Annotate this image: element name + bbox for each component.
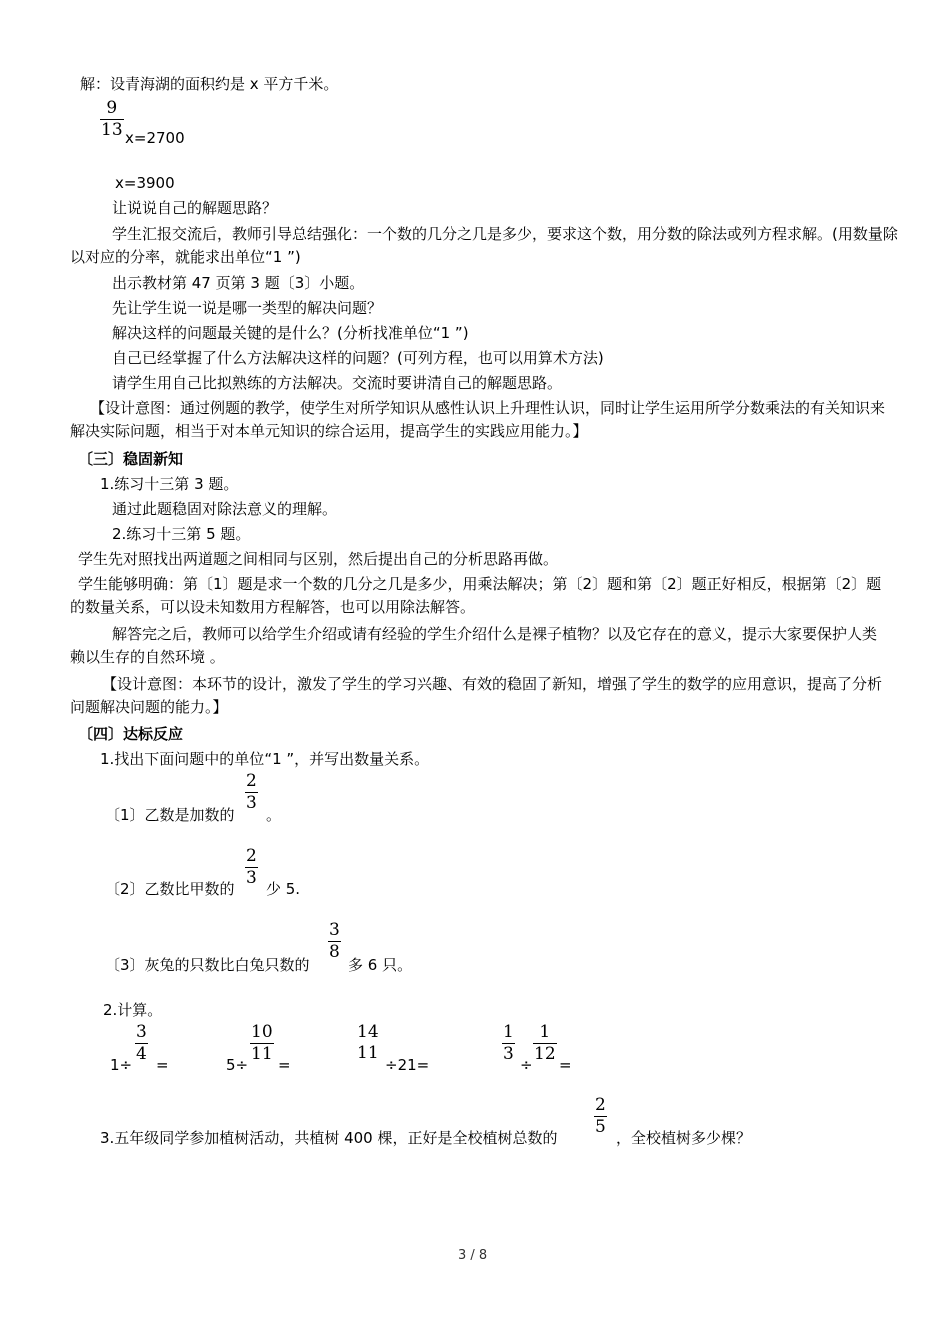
- fraction-1-3: [502, 1024, 515, 1063]
- solution-line: 解：设青海湖的面积约是 x 平方千米。: [80, 75, 339, 93]
- question-3: 〔3〕灰兔的只数比白兔只数的: [105, 956, 310, 974]
- calc-4-suffix: =: [559, 1056, 572, 1074]
- design-intent: 【设计意图：本环节的设计，激发了学生的学习兴趣、有效的稳固了新知，增强了学生的数学的应用意识，提高了分析问题解决问题的能力。】: [70, 675, 883, 716]
- fraction-denominator: 3: [246, 793, 257, 813]
- fraction-9-13: [100, 100, 124, 139]
- fraction-14-11: [356, 1024, 380, 1062]
- punctuation: 。: [266, 806, 282, 824]
- question-1: 〔1〕乙数是加数的: [105, 806, 235, 824]
- fraction-denominator: 11: [251, 1044, 273, 1064]
- calc-1-suffix: =: [156, 1056, 169, 1074]
- paragraph: 先让学生说一说是哪一类型的解决问题？: [112, 299, 383, 317]
- fraction-numerator: 14: [357, 1022, 379, 1042]
- question-2: 〔2〕乙数比甲数的: [105, 880, 235, 898]
- calc-2-prefix: 5÷: [226, 1056, 249, 1074]
- page-number: 3 / 8: [458, 1248, 488, 1263]
- fraction-denominator: 13: [101, 120, 123, 140]
- paragraph: 通过此题稳固对除法意义的理解。: [112, 500, 338, 518]
- paragraph: 出示教材第 47 页第 3 题〔3〕小题。: [112, 274, 365, 292]
- fraction-denominator: 3: [503, 1044, 514, 1064]
- fraction-2-3: [245, 773, 258, 812]
- paragraph: 学生先对照找出两道题之间相同与区别，然后提出自己的分析思路再做。: [78, 550, 559, 568]
- fraction-numerator: 3: [329, 920, 340, 940]
- fraction-denominator: 11: [357, 1043, 379, 1063]
- section-heading: 〔三〕稳固新知: [78, 450, 184, 468]
- equation-2: x=3900: [115, 174, 175, 192]
- fraction-denominator: 8: [329, 942, 340, 962]
- paragraph: 解答完之后，教师可以给学生介绍或请有经验的学生介绍什么是裸子植物？以及它存在的意义，提示大家要保护人类赖以生存的自然环境 。: [70, 625, 878, 666]
- paragraph: 自己已经掌握了什么方法解决这样的问题？(可列方程，也可以用算术方法): [112, 349, 604, 367]
- paragraph: 让说说自己的解题思路？: [112, 199, 278, 217]
- fraction-numerator: 2: [246, 846, 257, 866]
- fraction-numerator: 2: [246, 771, 257, 791]
- fraction-numerator: 1: [539, 1022, 551, 1042]
- question-2-end: 少 5.: [266, 880, 301, 898]
- design-intent: 【设计意图：通过例题的教学，使学生对所学知识从感性认识上升理性认识，同时让学生运用所学分数乘法的有关知识来解决实际问题，相当于对本单元知识的综合运用，提高学生的实践应用能力。】: [70, 399, 886, 440]
- paragraph: 解决这样的问题最关键的是什么？(分析找准单位“1 ”): [112, 324, 469, 342]
- word-problem: 3.五年级同学参加植树活动，共植树 400 棵，正好是全校植树总数的: [100, 1129, 558, 1147]
- equation-1: x=2700: [125, 129, 185, 147]
- fraction-denominator: 3: [246, 868, 257, 888]
- fraction-numerator: 9: [106, 98, 118, 118]
- fraction-2-5: [594, 1097, 607, 1136]
- calc-2-suffix: =: [278, 1056, 291, 1074]
- section-heading: 〔四〕达标反应: [78, 725, 184, 743]
- calc-4-operator: ÷: [520, 1056, 533, 1074]
- calc-1-prefix: 1÷: [110, 1056, 133, 1074]
- fraction-denominator: 4: [136, 1044, 147, 1064]
- paragraph: 请学生用自己比拟熟练的方法解决。交流时要讲清自己的解题思路。: [112, 374, 563, 392]
- calc-heading: 2.计算。: [103, 1001, 163, 1019]
- word-problem-end: ，全校植树多少棵？: [616, 1129, 752, 1147]
- fraction-numerator: 10: [251, 1022, 273, 1042]
- paragraph: 1.找出下面问题中的单位“1 ”，并写出数量关系。: [100, 750, 430, 768]
- fraction-1-12: [533, 1024, 557, 1063]
- question-3-end: 多 6 只。: [348, 956, 413, 974]
- fraction-3-8: [328, 922, 341, 961]
- paragraph: 1.练习十三第 3 题。: [100, 475, 239, 493]
- fraction-numerator: 3: [136, 1022, 147, 1042]
- fraction-numerator: 1: [503, 1022, 514, 1042]
- paragraph: 学生汇报交流后，教师引导总结强化：一个数的几分之几是多少，要求这个数，用分数的除法或列方程求解。(用数量除以对应的分率，就能求出单位“1 ”): [70, 225, 898, 266]
- fraction-numerator: 2: [595, 1095, 606, 1115]
- paragraph: 2.练习十三第 5 题。: [112, 525, 251, 543]
- paragraph: 学生能够明确：第〔1〕题是求一个数的几分之几是多少，用乘法解决；第〔2〕题和第〔2〕题正好相反，根据第〔2〕题的数量关系，可以设未知数用方程解答，也可以用除法解答。: [70, 575, 882, 616]
- fraction-3-4: [135, 1024, 148, 1063]
- fraction-10-11: [250, 1024, 274, 1063]
- fraction-denominator: 12: [534, 1044, 556, 1064]
- fraction-denominator: 5: [595, 1117, 606, 1137]
- fraction-2-3: [245, 848, 258, 887]
- calc-3-suffix: ÷21=: [385, 1056, 430, 1074]
